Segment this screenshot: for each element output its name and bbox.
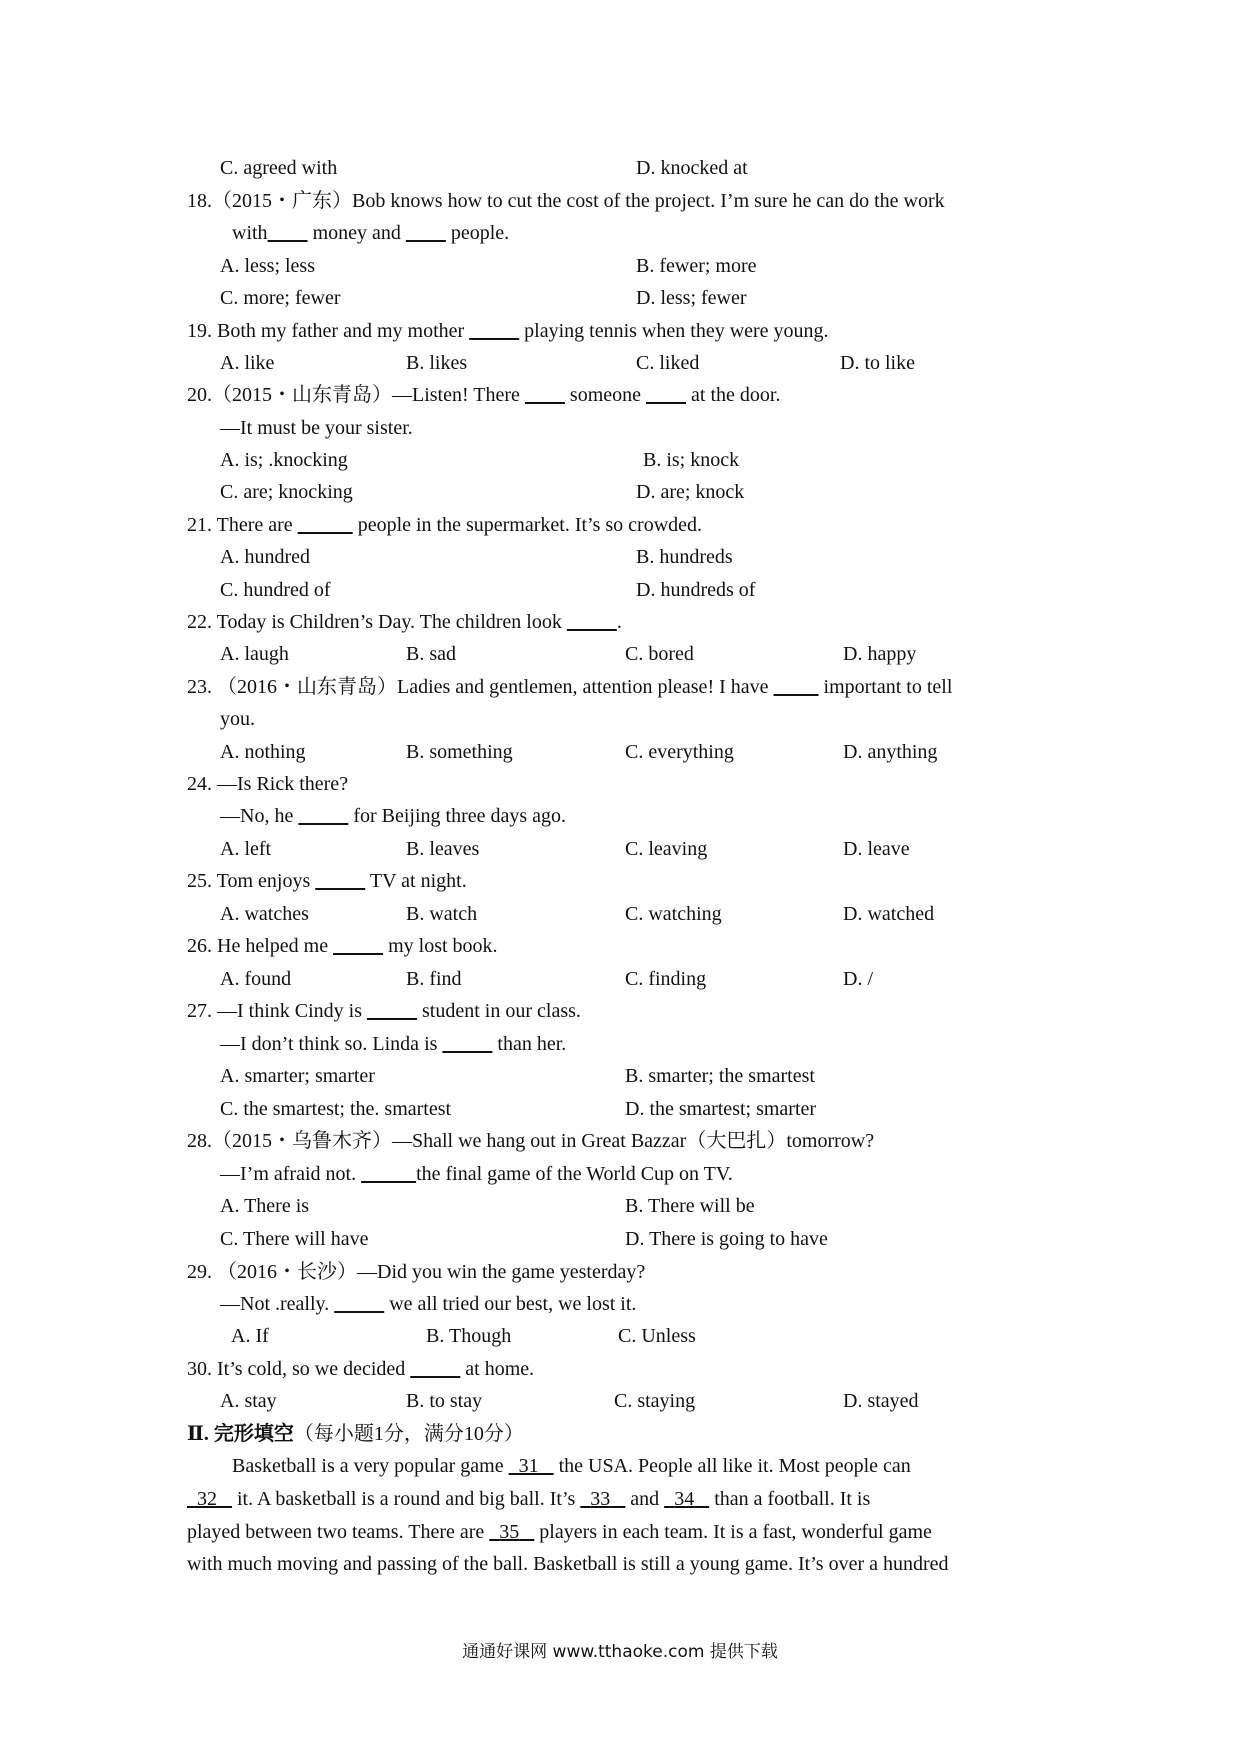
q21-option-a: A. hundred [220,546,310,568]
q21-stem: 21. There are people in the supermarket. It’s so crowded. [187,514,703,536]
q26-option-d: D. / [843,968,873,990]
q25-stem: 25. Tom enjoys TV at night. [187,870,467,892]
q28-option-d: D. There is going to have [625,1228,828,1250]
q23-option-a: A. nothing [220,741,306,763]
blank [334,1293,384,1315]
q29-line1: 29. （2016・长沙）—Did you win the game yesterday? [187,1261,646,1283]
blank [268,222,308,244]
q30-stem: 30. It’s cold, so we decided at home. [187,1358,535,1380]
q20-option-c: C. are; knocking [220,481,353,503]
q30-option-c: C. staying [614,1390,696,1412]
q23-line2: you. [220,708,255,730]
footer-source: 通通好课网 www.tthaoke.com 提供下载 [462,1642,778,1662]
q27-option-d: D. the smartest; smarter [625,1098,817,1120]
q28-option-b: B. There will be [625,1195,755,1217]
passage-line-1: Basketball is a very popular game 31 the USA. People all like it. Most people can [232,1455,911,1477]
q28-line1: 28.（2015・乌鲁木齐）—Shall we hang out in Great Bazzar（大巴扎）tomorrow? [187,1130,875,1152]
blank [367,1000,417,1022]
blank-32: 32 [197,1488,217,1510]
q19-option-c: C. liked [636,352,700,374]
q17-option-d: D. knocked at [636,157,748,179]
q22-option-b: B. sad [406,643,456,665]
q20-option-a: A. is; .knocking [220,449,348,471]
q17-option-c: C. agreed with [220,157,338,179]
q21-option-d: D. hundreds of [636,579,756,601]
q28-line2: —I’m afraid not. the final game of the World Cup on TV. [220,1163,733,1185]
q26-stem: 26. He helped me my lost book. [187,935,498,957]
q29-option-a: A. If [231,1325,269,1347]
q24-option-d: D. leave [843,838,910,860]
blank-34: 34 [674,1488,695,1510]
q23-option-b: B. something [406,741,513,763]
blank [315,870,365,892]
blank [469,320,519,342]
blank [525,384,565,406]
q27-stem: 27. —I think Cindy is student in our class. [187,1000,581,1022]
blank [442,1033,492,1055]
q19-stem: 19. Both my father and my mother playing tennis when they were young. [187,320,829,342]
q21-option-c: C. hundred of [220,579,331,601]
q18-option-d: D. less; fewer [636,287,747,309]
q23-stem: 23. （2016・山东青岛）Ladies and gentlemen, attention please! I have important to tell [187,676,953,698]
section-heading: Ⅱ. 完形填空（每小题1分，满分10分） [187,1423,524,1445]
q20-option-d: D. are; knock [636,481,745,503]
q29-option-b: B. Though [426,1325,512,1347]
q25-option-c: C. watching [625,903,722,925]
q28-option-c: C. There will have [220,1228,369,1250]
blank [774,676,819,698]
q19-option-d: D. to like [840,352,915,374]
q27-option-a: A. smarter; smarter [220,1065,375,1087]
q22-option-a: A. laugh [220,643,289,665]
q27-line2: —I don’t think so. Linda is than her. [220,1033,567,1055]
blank-31: 31 [518,1455,539,1477]
passage-line-3: played between two teams. There are 35 players in each team. It is a fast, wonderful game [187,1521,932,1543]
q25-option-b: B. watch [406,903,478,925]
q28-option-a: A. There is [220,1195,310,1217]
q20-line2: —It must be your sister. [220,417,413,439]
q20-option-b: B. is; knock [643,449,740,471]
q23-option-c: C. everything [625,741,734,763]
blank-33: 33 [590,1488,611,1510]
q22-option-d: D. happy [843,643,917,665]
blank [298,805,348,827]
q18-option-b: B. fewer; more [636,255,757,277]
blank [646,384,686,406]
q26-option-a: A. found [220,968,292,990]
q29-line2: —Not .really. we all tried our best, we lost it. [220,1293,637,1315]
q30-option-d: D. stayed [843,1390,919,1412]
q20-stem: 20.（2015・山东青岛）—Listen! There someone at the door. [187,384,781,406]
q18-option-a: A. less; less [220,255,315,277]
q19-option-b: B. likes [406,352,468,374]
blank [567,611,617,633]
q27-option-b: B. smarter; the smartest [625,1065,815,1087]
q26-option-c: C. finding [625,968,707,990]
q30-option-a: A. stay [220,1390,277,1412]
q19-option-a: A. like [220,352,275,374]
q30-option-b: B. to stay [406,1390,483,1412]
q24-line2: —No, he for Beijing three days ago. [220,805,567,827]
blank [333,935,383,957]
q24-option-b: B. leaves [406,838,480,860]
q18-stem: 18.（2015・广东）Bob knows how to cut the cost of the project. I’m sure he can do the work [187,190,945,212]
q24-line1: 24. —Is Rick there? [187,773,349,795]
q24-option-c: C. leaving [625,838,708,860]
q22-option-c: C. bored [625,643,694,665]
q29-option-c: C. Unless [618,1325,696,1347]
blank [298,514,353,536]
q18-option-c: C. more; fewer [220,287,341,309]
blank [406,222,446,244]
q23-option-d: D. anything [843,741,938,763]
q25-option-a: A. watches [220,903,309,925]
q21-option-b: B. hundreds [636,546,733,568]
q27-option-c: C. the smartest; the. smartest [220,1098,452,1120]
passage-line-2: 32 it. A basketball is a round and big ball. It’s 33 and 34 than a football. It is [187,1486,1057,1512]
q25-option-d: D. watched [843,903,935,925]
q24-option-a: A. left [220,838,272,860]
q22-stem: 22. Today is Children’s Day. The children look . [187,611,622,633]
q26-option-b: B. find [406,968,462,990]
blank [410,1358,460,1380]
blank-35: 35 [499,1521,520,1543]
q18-stem-line2: with money and people. [232,222,510,244]
passage-line-4: with much moving and passing of the ball. Basketball is still a young game. It’s over a hundred [187,1553,949,1575]
blank [361,1163,416,1185]
